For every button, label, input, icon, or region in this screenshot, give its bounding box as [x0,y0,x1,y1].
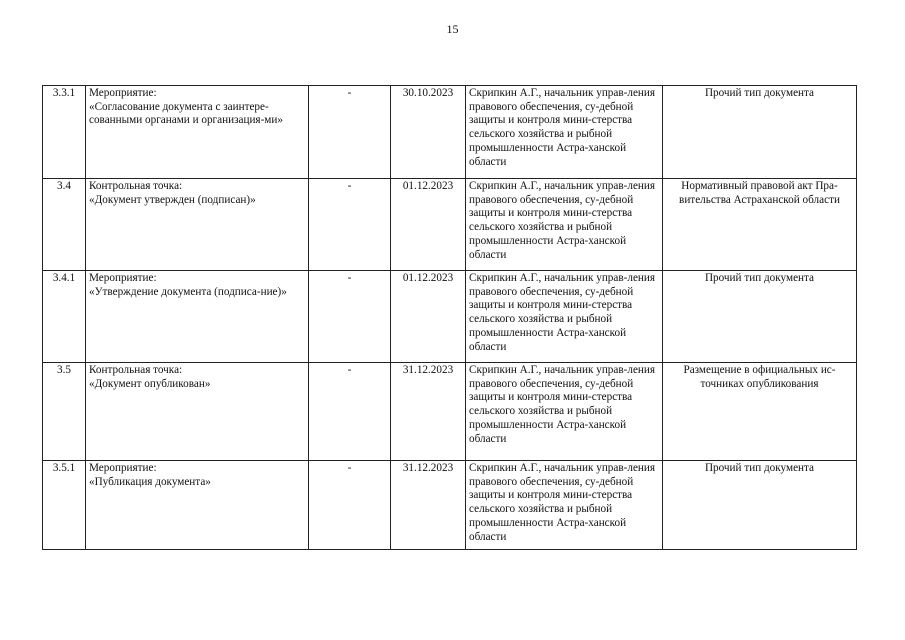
dash-cell: - [309,86,391,179]
item-name-cell [86,363,309,461]
item-name-text: «Документ опубликован» [89,377,211,390]
item-name-text: «Утверждение документа (подписа-ние)» [89,285,287,298]
item-name-cell [86,461,309,550]
table-row [43,461,857,550]
document-type-cell: Размещение в официальных ис-точниках опубликования [663,363,857,461]
item-type-label: Мероприятие: [89,462,157,474]
page-number: 15 [446,22,459,36]
responsible-cell: Скрипкин А.Г., начальник управ-ления правового обеспечения, су-дебной защиты и контроля мини-стерства сельского хозяйства и рыбной промышленности Астра-ханской области [466,179,663,271]
item-name-cell [86,86,309,179]
document-type-cell: Прочий тип документа [663,461,857,550]
item-type-label: Контрольная точка: [89,364,183,376]
date-cell: 31.12.2023 [391,363,466,461]
item-number-cell: 3.5 [43,363,86,461]
responsible-cell: Скрипкин А.Г., начальник управ-ления правового обеспечения, су-дебной защиты и контроля мини-стерства сельского хозяйства и рыбной промышленности Астра-ханской области [466,271,663,363]
responsible-cell: Скрипкин А.Г., начальник управ-ления правового обеспечения, су-дебной защиты и контроля мини-стерства сельского хозяйства и рыбной промышленности Астра-ханской области [466,86,663,179]
document-type-cell: Прочий тип документа [663,86,857,179]
item-name-text: «Документ утвержден (подписан)» [89,193,256,206]
item-name-text: «Согласование документа с заинтере-сованными органами и организация-ми» [89,100,283,127]
table-row [43,86,857,179]
table-row [43,363,857,461]
dash-cell: - [309,271,391,363]
date-cell: 01.12.2023 [391,271,466,363]
responsible-cell: Скрипкин А.Г., начальник управ-ления правового обеспечения, су-дебной защиты и контроля мини-стерства сельского хозяйства и рыбной промышленности Астра-ханской области [466,363,663,461]
dash-cell: - [309,179,391,271]
item-type-label: Контрольная точка: [89,180,183,192]
item-number-cell: 3.3.1 [43,86,86,179]
table-row [43,179,857,271]
date-cell: 31.12.2023 [391,461,466,550]
item-type-label: Мероприятие: [89,272,157,284]
item-number-cell: 3.5.1 [43,461,86,550]
document-type-cell: Нормативный правовой акт Пра-вительства Астраханской области [663,179,857,271]
item-name-cell [86,271,309,363]
item-number-cell: 3.4 [43,179,86,271]
responsible-cell: Скрипкин А.Г., начальник управ-ления правового обеспечения, су-дебной защиты и контроля мини-стерства сельского хозяйства и рыбной промышленности Астра-ханской области [466,461,663,550]
item-type-label: Мероприятие: [89,87,157,99]
plan-table [42,85,857,550]
date-cell: 30.10.2023 [391,86,466,179]
item-number-cell: 3.4.1 [43,271,86,363]
dash-cell: - [309,461,391,550]
table-row [43,271,857,363]
date-cell: 01.12.2023 [391,179,466,271]
item-name-text: «Публикация документа» [89,475,211,488]
dash-cell: - [309,363,391,461]
document-type-cell: Прочий тип документа [663,271,857,363]
item-name-cell [86,179,309,271]
